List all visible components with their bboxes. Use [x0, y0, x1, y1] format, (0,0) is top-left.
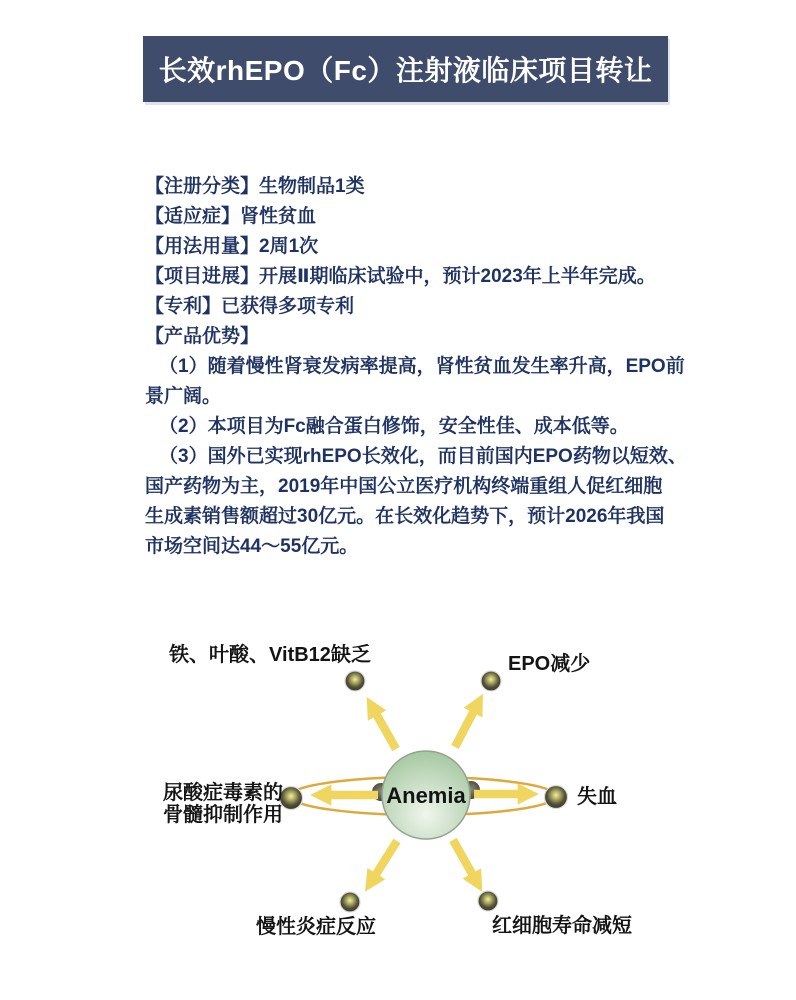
info-section	[145, 172, 685, 562]
label-blood-loss: 失血	[577, 786, 617, 808]
info-line-indication: 【适应症】肾性贫血	[145, 206, 317, 227]
info-line-advantage-3-cont-1: 国产药物为主，2019年中国公立医疗机构终端重组人促红细胞	[145, 476, 663, 497]
anemia-circle-label: Anemia	[386, 783, 466, 808]
info-line-advantage-3-cont-2: 生成素销售额超过30亿元。在长效化趋势下，预计2026年我国	[145, 506, 665, 527]
arrow-up-right	[455, 707, 476, 747]
arrow-down-right	[453, 840, 475, 879]
anemia-causes-diagram	[150, 610, 680, 950]
label-uremic-toxins-line1: 尿酸症毒素的	[163, 782, 283, 804]
node-sphere-blood-loss	[545, 786, 568, 809]
info-line-registration-class: 【注册分类】生物制品1类	[145, 176, 365, 197]
node-sphere-chronic-inflammation	[340, 892, 360, 912]
label-epo-decrease: EPO减少	[508, 653, 591, 675]
info-line-advantage-3: （3）国外已实现rhEPO长效化，而目前国内EPO药物以短效、	[159, 446, 687, 467]
arrow-down-left	[373, 841, 397, 879]
title-banner	[143, 36, 668, 102]
node-sphere-iron-folate-vitb12	[345, 671, 365, 691]
label-uremic-toxins-line2: 骨髓抑制作用	[163, 804, 283, 826]
info-line-progress: 【项目进展】开展Ⅱ期临床试验中，预计2023年上半年完成。	[145, 266, 656, 287]
info-line-advantage-3-cont-3: 市场空间达44～55亿元。	[145, 536, 359, 557]
page-title: 长效rhEPO（Fc）注射液临床项目转让	[158, 55, 653, 86]
node-sphere-epo-decrease	[481, 671, 501, 691]
info-line-advantage-1-cont: 景广阔。	[145, 386, 222, 407]
label-chronic-inflammation: 慢性炎症反应	[256, 916, 376, 938]
info-line-advantage-1: （1）随着慢性肾衰发病率提高，肾性贫血发生率升高，EPO前	[159, 356, 685, 377]
info-line-advantage-2: （2）本项目为Fc融合蛋白修饰，安全性佳、成本低等。	[159, 416, 629, 437]
label-iron-folate-vitb12: 铁、叶酸、VitB12缺乏	[169, 644, 371, 666]
info-line-dosage: 【用法用量】2周1次	[145, 236, 319, 257]
node-sphere-rbc-lifespan	[478, 891, 498, 911]
info-line-patent: 【专利】已获得多项专利	[145, 296, 355, 317]
label-rbc-lifespan: 红细胞寿命减短	[492, 915, 632, 937]
info-line-advantages-heading: 【产品优势】	[145, 326, 260, 347]
anemia-diagram-svg	[150, 610, 680, 950]
arrow-up-left	[374, 710, 396, 749]
